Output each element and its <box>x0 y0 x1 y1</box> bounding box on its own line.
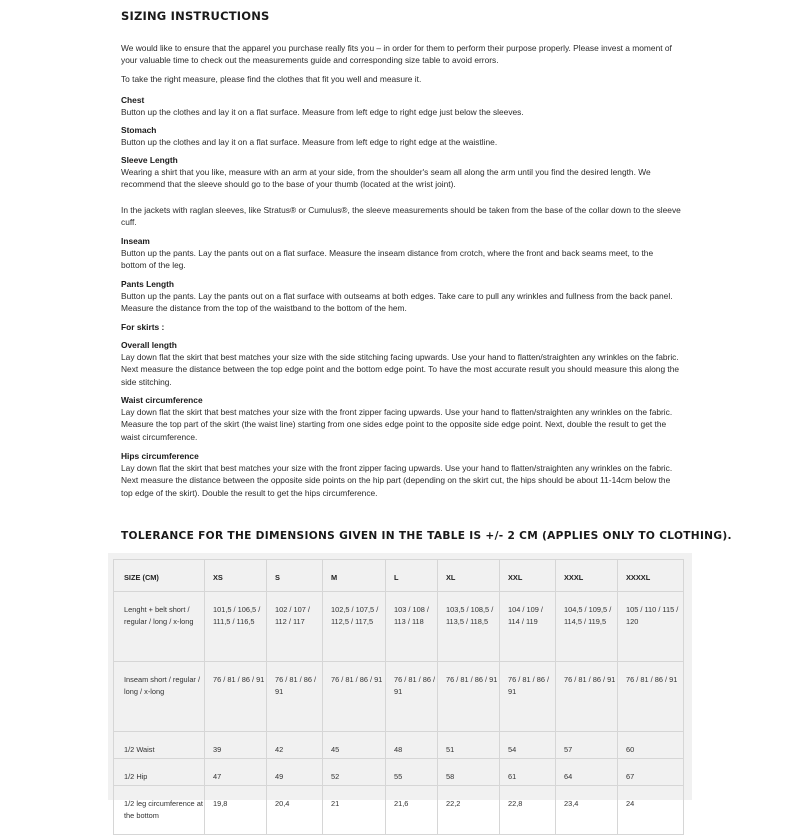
table-cell: 24 <box>618 786 684 835</box>
intro-instruction: To take the right measure, please find the clothes that fit you well and measure it. <box>121 74 422 84</box>
table-cell: 39 <box>205 732 267 759</box>
header-cell: XL <box>438 560 500 592</box>
table-cell: 67 <box>618 759 684 786</box>
header-cell: M <box>323 560 386 592</box>
header-cell: XXXL <box>556 560 618 592</box>
table-cell: 64 <box>556 759 618 786</box>
table-cell: 47 <box>205 759 267 786</box>
table-cell: 60 <box>618 732 684 759</box>
header-cell: SIZE (CM) <box>114 560 205 592</box>
table-row <box>114 592 684 662</box>
table-cell: 61 <box>500 759 556 786</box>
table-cell: 57 <box>556 732 618 759</box>
table-cell: 52 <box>323 759 386 786</box>
section-stomach <box>121 124 681 148</box>
page-title: SIZING INSTRUCTIONS <box>121 9 270 23</box>
table-cell: 48 <box>386 732 438 759</box>
table-cell: 55 <box>386 759 438 786</box>
header-cell: S <box>267 560 323 592</box>
section-overall-length <box>121 339 681 388</box>
table-cell: 42 <box>267 732 323 759</box>
table-cell: 58 <box>438 759 500 786</box>
section-text: Lay down flat the skirt that best matches your size with the side stitching facing upwards. Use your hand to flatten/straighten any wrinkles on the fabric. Next measure the distance between the top edge point and the bottom edge point. To have the most accurate result you should measure this along the side stitching. <box>121 352 680 387</box>
section-heading: Pants Length <box>121 279 175 289</box>
section-text: Button up the clothes and lay it on a flat surface. Measure from left edge to right edge just below the sleeves. <box>121 107 524 117</box>
section-heading: Inseam <box>121 236 150 246</box>
size-table <box>113 559 684 835</box>
section-text: Button up the pants. Lay the pants out on a flat surface. Measure the inseam distance from crotch, where the front and back seams meet, to the bottom of the leg. <box>121 248 654 271</box>
intro-paragraph: We would like to ensure that the apparel you purchase really fits you – in order for them to perform their purpose properly. Please invest a moment of your valuable time to check out the measurements guide and corresponding size table to avoid errors. <box>121 43 672 66</box>
section-heading: Waist circumference <box>121 395 203 405</box>
table-row <box>114 732 684 759</box>
row-label: 1/2 leg circumference at the bottom <box>114 786 205 835</box>
table-cell: 22,8 <box>500 786 556 835</box>
table-cell: 22,2 <box>438 786 500 835</box>
table-cell: 76 / 81 / 86 / 91 <box>618 662 684 732</box>
table-cell: 103,5 / 108,5 / 113,5 / 118,5 <box>438 592 500 662</box>
section-waist-circumference <box>121 394 681 443</box>
section-inseam <box>121 235 681 272</box>
skirts-label: For skirts : <box>121 322 165 332</box>
table-row <box>114 759 684 786</box>
table-cell: 76 / 81 / 86 / 91 <box>205 662 267 732</box>
row-label: Inseam short / regular / long / x-long <box>114 662 205 732</box>
table-header-row <box>114 560 684 592</box>
table-cell: 76 / 81 / 86 / 91 <box>438 662 500 732</box>
header-cell: XXL <box>500 560 556 592</box>
table-cell: 54 <box>500 732 556 759</box>
section-text: Button up the clothes and lay it on a flat surface. Measure from left edge to right edge at the waistline. <box>121 137 498 147</box>
table-cell: 45 <box>323 732 386 759</box>
table-cell: 76 / 81 / 86 / 91 <box>386 662 438 732</box>
table-cell: 20,4 <box>267 786 323 835</box>
section-pants-length <box>121 278 681 315</box>
table-cell: 21 <box>323 786 386 835</box>
table-cell: 76 / 81 / 86 / 91 <box>267 662 323 732</box>
table-cell: 76 / 81 / 86 / 91 <box>556 662 618 732</box>
table-cell: 49 <box>267 759 323 786</box>
table-cell: 103 / 108 / 113 / 118 <box>386 592 438 662</box>
table-cell: 102 / 107 / 112 / 117 <box>267 592 323 662</box>
table-cell: 101,5 / 106,5 / 111,5 / 116,5 <box>205 592 267 662</box>
table-cell: 19,8 <box>205 786 267 835</box>
table-cell: 76 / 81 / 86 / 91 <box>323 662 386 732</box>
table-cell: 104,5 / 109,5 / 114,5 / 119,5 <box>556 592 618 662</box>
section-heading: Hips circumference <box>121 451 199 461</box>
table-cell: 104 / 109 / 114 / 119 <box>500 592 556 662</box>
section-text: Lay down flat the skirt that best matches your size with the front zipper facing upwards. Use your hand to flatten/straighten any wrinkles on the fabric. Measure the top part of the skirt (the waist line) starting from one sides edge point to the opposite side edge point. Next, double the result to get the waist circumference. <box>121 407 673 442</box>
section-chest <box>121 94 681 118</box>
size-table-panel <box>108 553 692 820</box>
header-cell: L <box>386 560 438 592</box>
section-heading: Stomach <box>121 125 157 135</box>
section-heading: Overall length <box>121 340 177 350</box>
section-heading: Sleeve Length <box>121 155 178 165</box>
section-text: Button up the pants. Lay the pants out on a flat surface with outseams at both edges. Take care to pull any wrinkles and fullness from the back panel. Measure the distance from the top of the waistband to the bottom of the hem. <box>121 291 673 314</box>
header-cell: XS <box>205 560 267 592</box>
table-cell: 23,4 <box>556 786 618 835</box>
table-cell: 21,6 <box>386 786 438 835</box>
row-label: Lenght + belt short / regular / long / x-long <box>114 592 205 662</box>
section-sleeve-length <box>121 154 681 228</box>
section-text-raglan: In the jackets with raglan sleeves, like Stratus® or Cumulus®, the sleeve measurements should be taken from the base of the collar down to the sleeve cuff. <box>121 204 681 227</box>
section-text: Lay down flat the skirt that best matches your size with the front zipper facing upwards. Use your hand to flatten/straighten any wrinkles on the fabric. Next measure the distance between the opposite side points on the hip part (depending on the skirt cut, the hips should be about 11-14cm below the top edge of the skirt). Double the result to get the hips circumference. <box>121 463 673 498</box>
table-row <box>114 786 684 835</box>
table-cell: 102,5 / 107,5 / 112,5 / 117,5 <box>323 592 386 662</box>
section-text: Wearing a shirt that you like, measure with an arm at your side, from the shoulder's seam all along the arm until you find the desired length. We recommend that the sleeve should go to the base of your thumb (located at the wrist joint). <box>121 167 651 190</box>
header-cell: XXXXL <box>618 560 684 592</box>
section-hips-circumference <box>121 450 681 499</box>
table-cell: 51 <box>438 732 500 759</box>
tolerance-title: TOLERANCE FOR THE DIMENSIONS GIVEN IN THE TABLE IS +/- 2 CM (APPLIES ONLY TO CLOTHING). <box>121 530 732 542</box>
table-cell: 76 / 81 / 86 / 91 <box>500 662 556 732</box>
table-cell: 105 / 110 / 115 / 120 <box>618 592 684 662</box>
section-heading: Chest <box>121 95 145 105</box>
row-label: 1/2 Waist <box>114 732 205 759</box>
row-label: 1/2 Hip <box>114 759 205 786</box>
table-row <box>114 662 684 732</box>
